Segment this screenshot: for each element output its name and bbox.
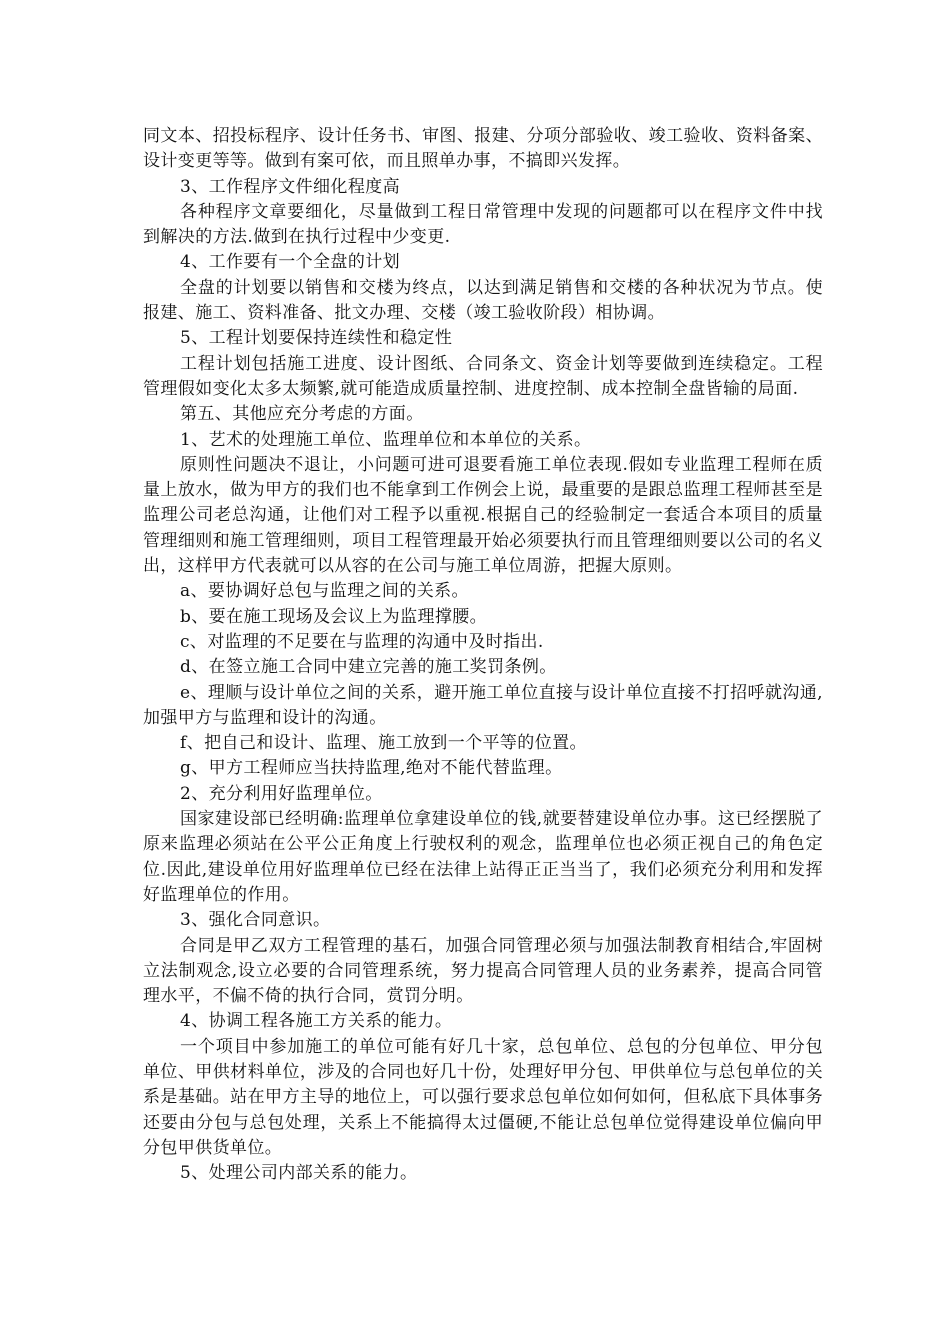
paragraph: e、理顺与设计单位之间的关系，避开施工单位直接与设计单位直接不打招呼就沟通,加强甲方与监理和设计的沟通。	[143, 682, 823, 728]
paragraph: 合同是甲乙双方工程管理的基石，加强合同管理必须与加强法制教育相结合,牢固树立法制观念,设立必要的合同管理系统，努力提高合同管理人员的业务素养，提高合同管理水平，不偏不倚的执行合同，赏罚分明。	[143, 935, 823, 1007]
paragraph: 3、强化合同意识。	[180, 910, 331, 931]
paragraph: 国家建设部已经明确:监理单位拿建设单位的钱,就要替建设单位办事。这已经摆脱了原来监理必须站在公平公正角度上行驶权利的观念，监理单位也必须正视自己的角色定位.因此,建设单位用好监理单位已经在法律上站得正正当当了，我们必须充分利用和发挥好监理单位的作用。	[143, 809, 823, 905]
paragraph: 一个项目中参加施工的单位可能有好几十家，总包单位、总包的分包单位、甲分包单位、甲供材料单位，涉及的合同也好几十份，处理好甲分包、甲供单位与总包单位的关系是基础。站在甲方主导的地位上，可以强行要求总包单位如何如何，但私底下具体事务还要由分包与总包处理，关系上不能搞得太过僵硬,不能让总包单位觉得建设单位偏向甲分包甲供货单位。	[143, 1036, 823, 1158]
paragraph: 5、处理公司内部关系的能力。	[180, 1163, 418, 1184]
paragraph: a、要协调好总包与监理之间的关系。	[180, 581, 469, 602]
paragraph: 4、工作要有一个全盘的计划	[180, 252, 401, 273]
paragraph: 2、充分利用好监理单位。	[180, 783, 383, 804]
document-body	[143, 124, 823, 1186]
paragraph: 5、工程计划要保持连续性和稳定性	[180, 328, 453, 349]
paragraph: 工程计划包括施工进度、设计图纸、合同条文、资金计划等要做到连续稳定。工程管理假如变化太多太频繁,就可能造成质量控制、进度控制、成本控制全盘皆输的局面.	[143, 353, 823, 399]
paragraph: 第五、其他应充分考虑的方面。	[180, 404, 424, 425]
paragraph: 原则性问题决不退让，小问题可进可退要看施工单位表现.假如专业监理工程师在质量上放水，做为甲方的我们也不能拿到工作例会上说，最重要的是跟总监理工程师甚至是监理公司老总沟通，让他们对工程予以重视.根据自己的经验制定一套适合本项目的质量管理细则和施工管理细则，项目工程管理最开始必须要执行而且管理细则要以公司的名义出，这样甲方代表就可以从容的在公司与施工单位周游，把握大原则。	[143, 454, 823, 577]
paragraph: b、要在施工现场及会议上为监理撑腰。	[180, 606, 488, 627]
paragraph: 全盘的计划要以销售和交楼为终点，以达到满足销售和交楼的各种状况为节点。使报建、施工、资料准备、批文办理、交楼（竣工验收阶段）相协调。	[143, 277, 823, 324]
paragraph: 1、艺术的处理施工单位、监理单位和本单位的关系。	[180, 429, 592, 450]
paragraph: 4、协调工程各施工方关系的能力。	[180, 1011, 453, 1032]
paragraph: c、对监理的不足要在与监理的沟通中及时指出.	[180, 631, 544, 652]
paragraph: d、在签立施工合同中建立完善的施工奖罚条例。	[180, 657, 557, 678]
paragraph: 3、工作程序文件细化程度高	[180, 176, 401, 197]
paragraph: 同文本、招投标程序、设计任务书、审图、报建、分项分部验收、竣工验收、资料备案、设计变更等等。做到有案可依，而且照单办事，不搞即兴发挥。	[143, 126, 823, 172]
paragraph: f、把自己和设计、监理、施工放到一个平等的位置。	[180, 733, 587, 754]
paragraph: 各种程序文章要细化，尽量做到工程日常管理中发现的问题都可以在程序文件中找到解决的方法.做到在执行过程中少变更.	[143, 201, 823, 248]
paragraph: g、甲方工程师应当扶持监理,绝对不能代替监理。	[180, 758, 563, 779]
